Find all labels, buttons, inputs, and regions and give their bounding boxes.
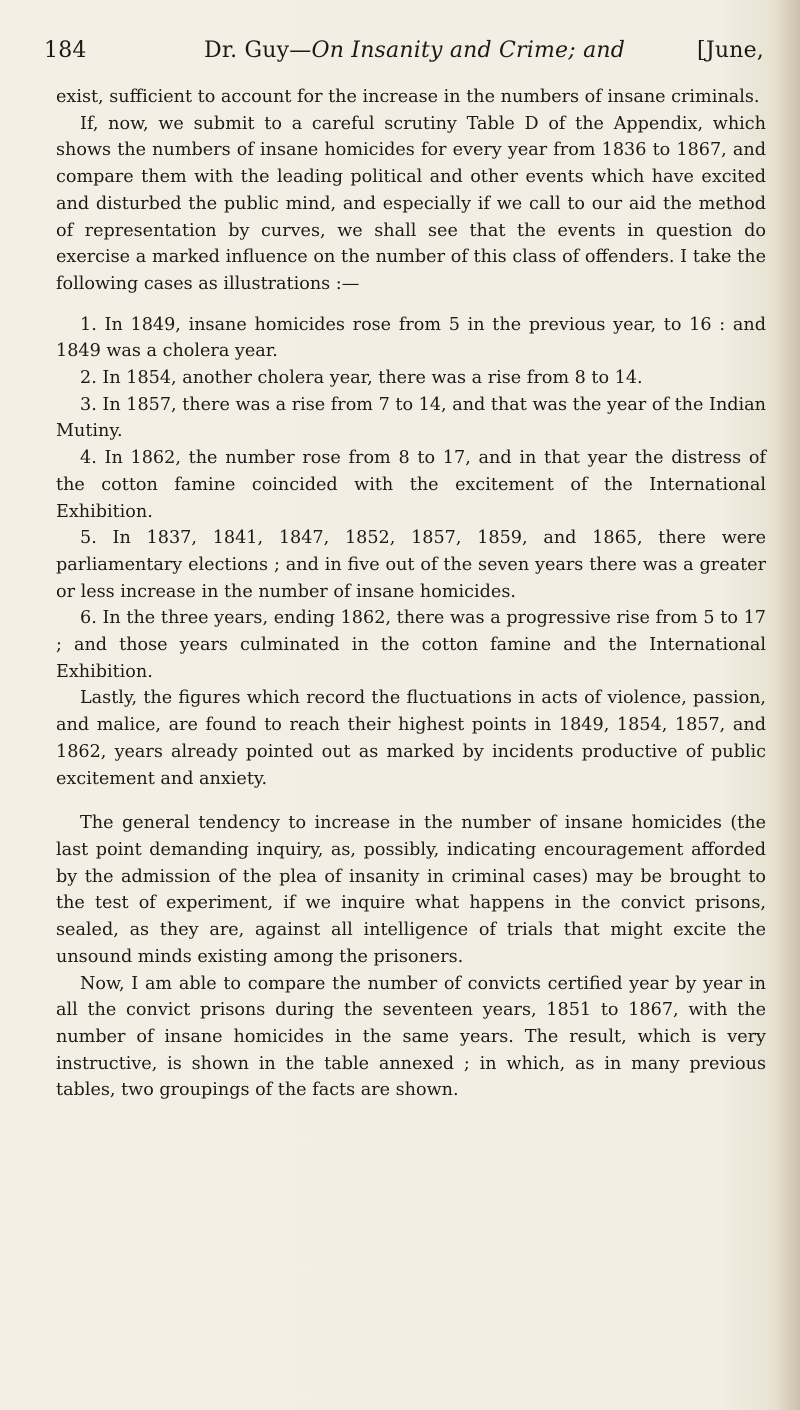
list-item-5: 5. In 1837, 1841, 1847, 1852, 1857, 1859, and 1865, there were parliamentary elections ; and in five out of the seven years there was a greater or less increase in the number of insane homicides.: [56, 528, 766, 602]
body-text: [56, 84, 766, 1104]
running-title-author: Dr. Guy—: [204, 38, 312, 63]
running-title: [204, 38, 625, 63]
header-date: [June,: [697, 38, 764, 63]
page-number: 184: [44, 38, 87, 63]
running-header: [44, 38, 764, 78]
paragraph-scrutiny: If, now, we submit to a careful scrutiny Table D of the Appendix, which shows the numbers of insane homicides for every year from 1836 to 1867, and compare them with the leading political and other events which have excited and disturbed the public mind, and especially if we call to our aid the method of representation by curves, we shall see that the events in question do exercise a marked influence on the number of this class of offenders. I take the following cases as illustrations :—: [56, 113, 766, 294]
list-item-3: 3. In 1857, there was a rise from 7 to 14, and that was the year of the Indian Mutiny.: [56, 394, 766, 442]
running-title-italic: On Insanity and Crime; and: [311, 38, 626, 63]
list-item-2: 2. In 1854, another cholera year, there was a rise from 8 to 14.: [80, 368, 643, 389]
page-edge-shadow: [776, 0, 800, 1410]
list-item-1: 1. In 1849, insane homicides rose from 5 in the previous year, to 16 : and 1849 was a cholera year.: [56, 314, 766, 362]
paragraph-continuation: exist, sufficient to account for the increase in the numbers of insane criminals.: [56, 87, 760, 107]
paragraph-convicts: Now, I am able to compare the number of convicts certified year by year in all the convict prisons during the seventeen years, 1851 to 1867, with the number of insane homicides in the same years. The result, which is very instructive, is shown in the table annexed ; in which, as in many previous tables, two groupings of the facts are shown.: [56, 973, 766, 1101]
paragraph-general-tendency: The general tendency to increase in the number of insane homicides (the last point demanding inquiry, as, possibly, indicating encouragement afforded by the admission of the plea of insanity in criminal cases) may be brought to the test of experiment, if we inquire what happens in the convict prisons, sealed, as they are, against all intelligence of trials that might excite the unsound minds existing among the prisoners.: [56, 813, 766, 967]
list-item-6: 6. In the three years, ending 1862, there was a progressive rise from 5 to 17 ; and those years culminated in the cotton famine and the International Exhibition.: [56, 608, 766, 682]
list-item-4: 4. In 1862, the number rose from 8 to 17, and in that year the distress of the cotton famine coincided with the excitement of the International Exhibition.: [56, 448, 766, 522]
paragraph-lastly: Lastly, the figures which record the fluctuations in acts of violence, passion, and malice, are found to reach their highest points in 1849, 1854, 1857, and 1862, years already pointed out as marked by incidents productive of public excitement and anxiety.: [56, 688, 766, 789]
